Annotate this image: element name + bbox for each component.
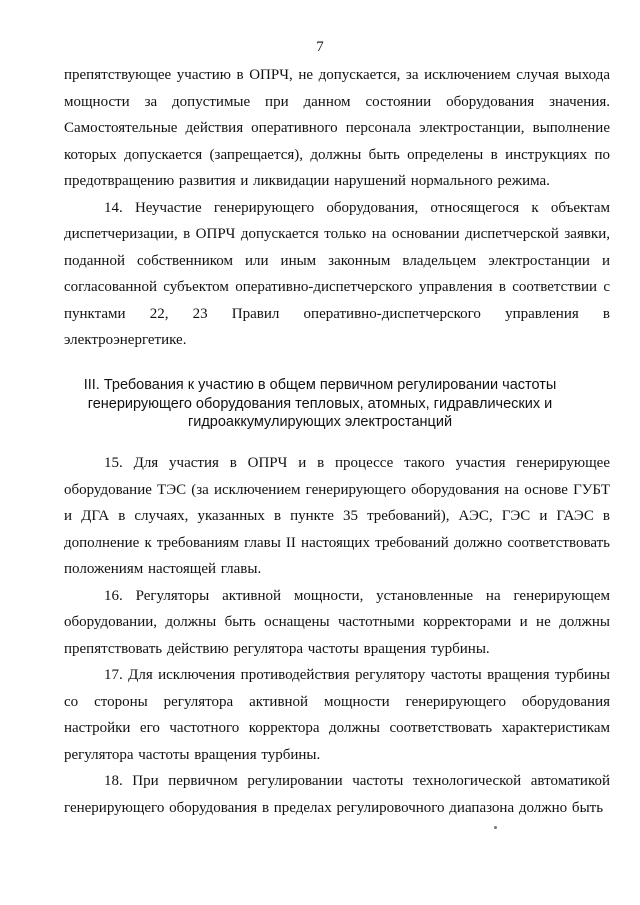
paragraph-15: 15. Для участия в ОПРЧ и в процессе такого участия генерирующее оборудование ТЭС (за исключением генерирующего оборудования на основе ГУБТ и ДГА в случаях, указанных в пункте 35 требований), АЭС, ГЭС и ГАЭС в дополнение к требованиям главы II настоящих требований должно соответствовать положениям настоящей главы. [64,455,610,577]
paragraph-17: 17. Для исключения противодействия регулятору частоты вращения турбины со стороны регулятора активной мощности генерирующего оборудования настройки его частотного корректора должны соответствовать характеристикам регулятора частоты вращения турбины. [64,667,610,763]
paragraph-18: 18. При первичном регулировании частоты технологической автоматикой генерирующего оборудования в пределах регулировочного диапазона должно быть [64,773,610,816]
scan-speck [494,826,497,829]
section-heading: III. Требования к участию в общем первичном регулировании частоты генерирующего оборудования тепловых, атомных, гидравлических и гидроаккумулирующих электростанций [83,377,557,430]
paragraph-14: 14. Неучастие генерирующего оборудования, относящегося к объектам диспетчеризации, в ОПРЧ допускается только на основании диспетчерской заявки, поданной собственником или иным законным владельцем электростанции и согласованной субъектом оперативно-диспетчерского управления в соответствии с пунктами 22, 23 Правил оперативно-диспетчерского управления в электроэнергетике. [64,199,610,348]
body-text-bottom [64,450,610,821]
paragraph-16: 16. Регуляторы активной мощности, установленные на генерирующем оборудовании, должны быть оснащены частотными корректорами и не должны препятствовать действию регулятора частоты вращения турбины. [64,587,610,657]
page-number: 7 [316,39,324,55]
paragraph-continuation: препятствующее участию в ОПРЧ, не допускается, за исключением случая выхода мощности за допустимые при данном состоянии оборудования значения. Самостоятельные действия оперативного персонала электростанции, выполнение которых допускается (запрещается), должны быть определены в инструкциях по предотвращению развития и ликвидации нарушений нормального режима. [64,67,610,189]
body-text-top [64,62,610,354]
